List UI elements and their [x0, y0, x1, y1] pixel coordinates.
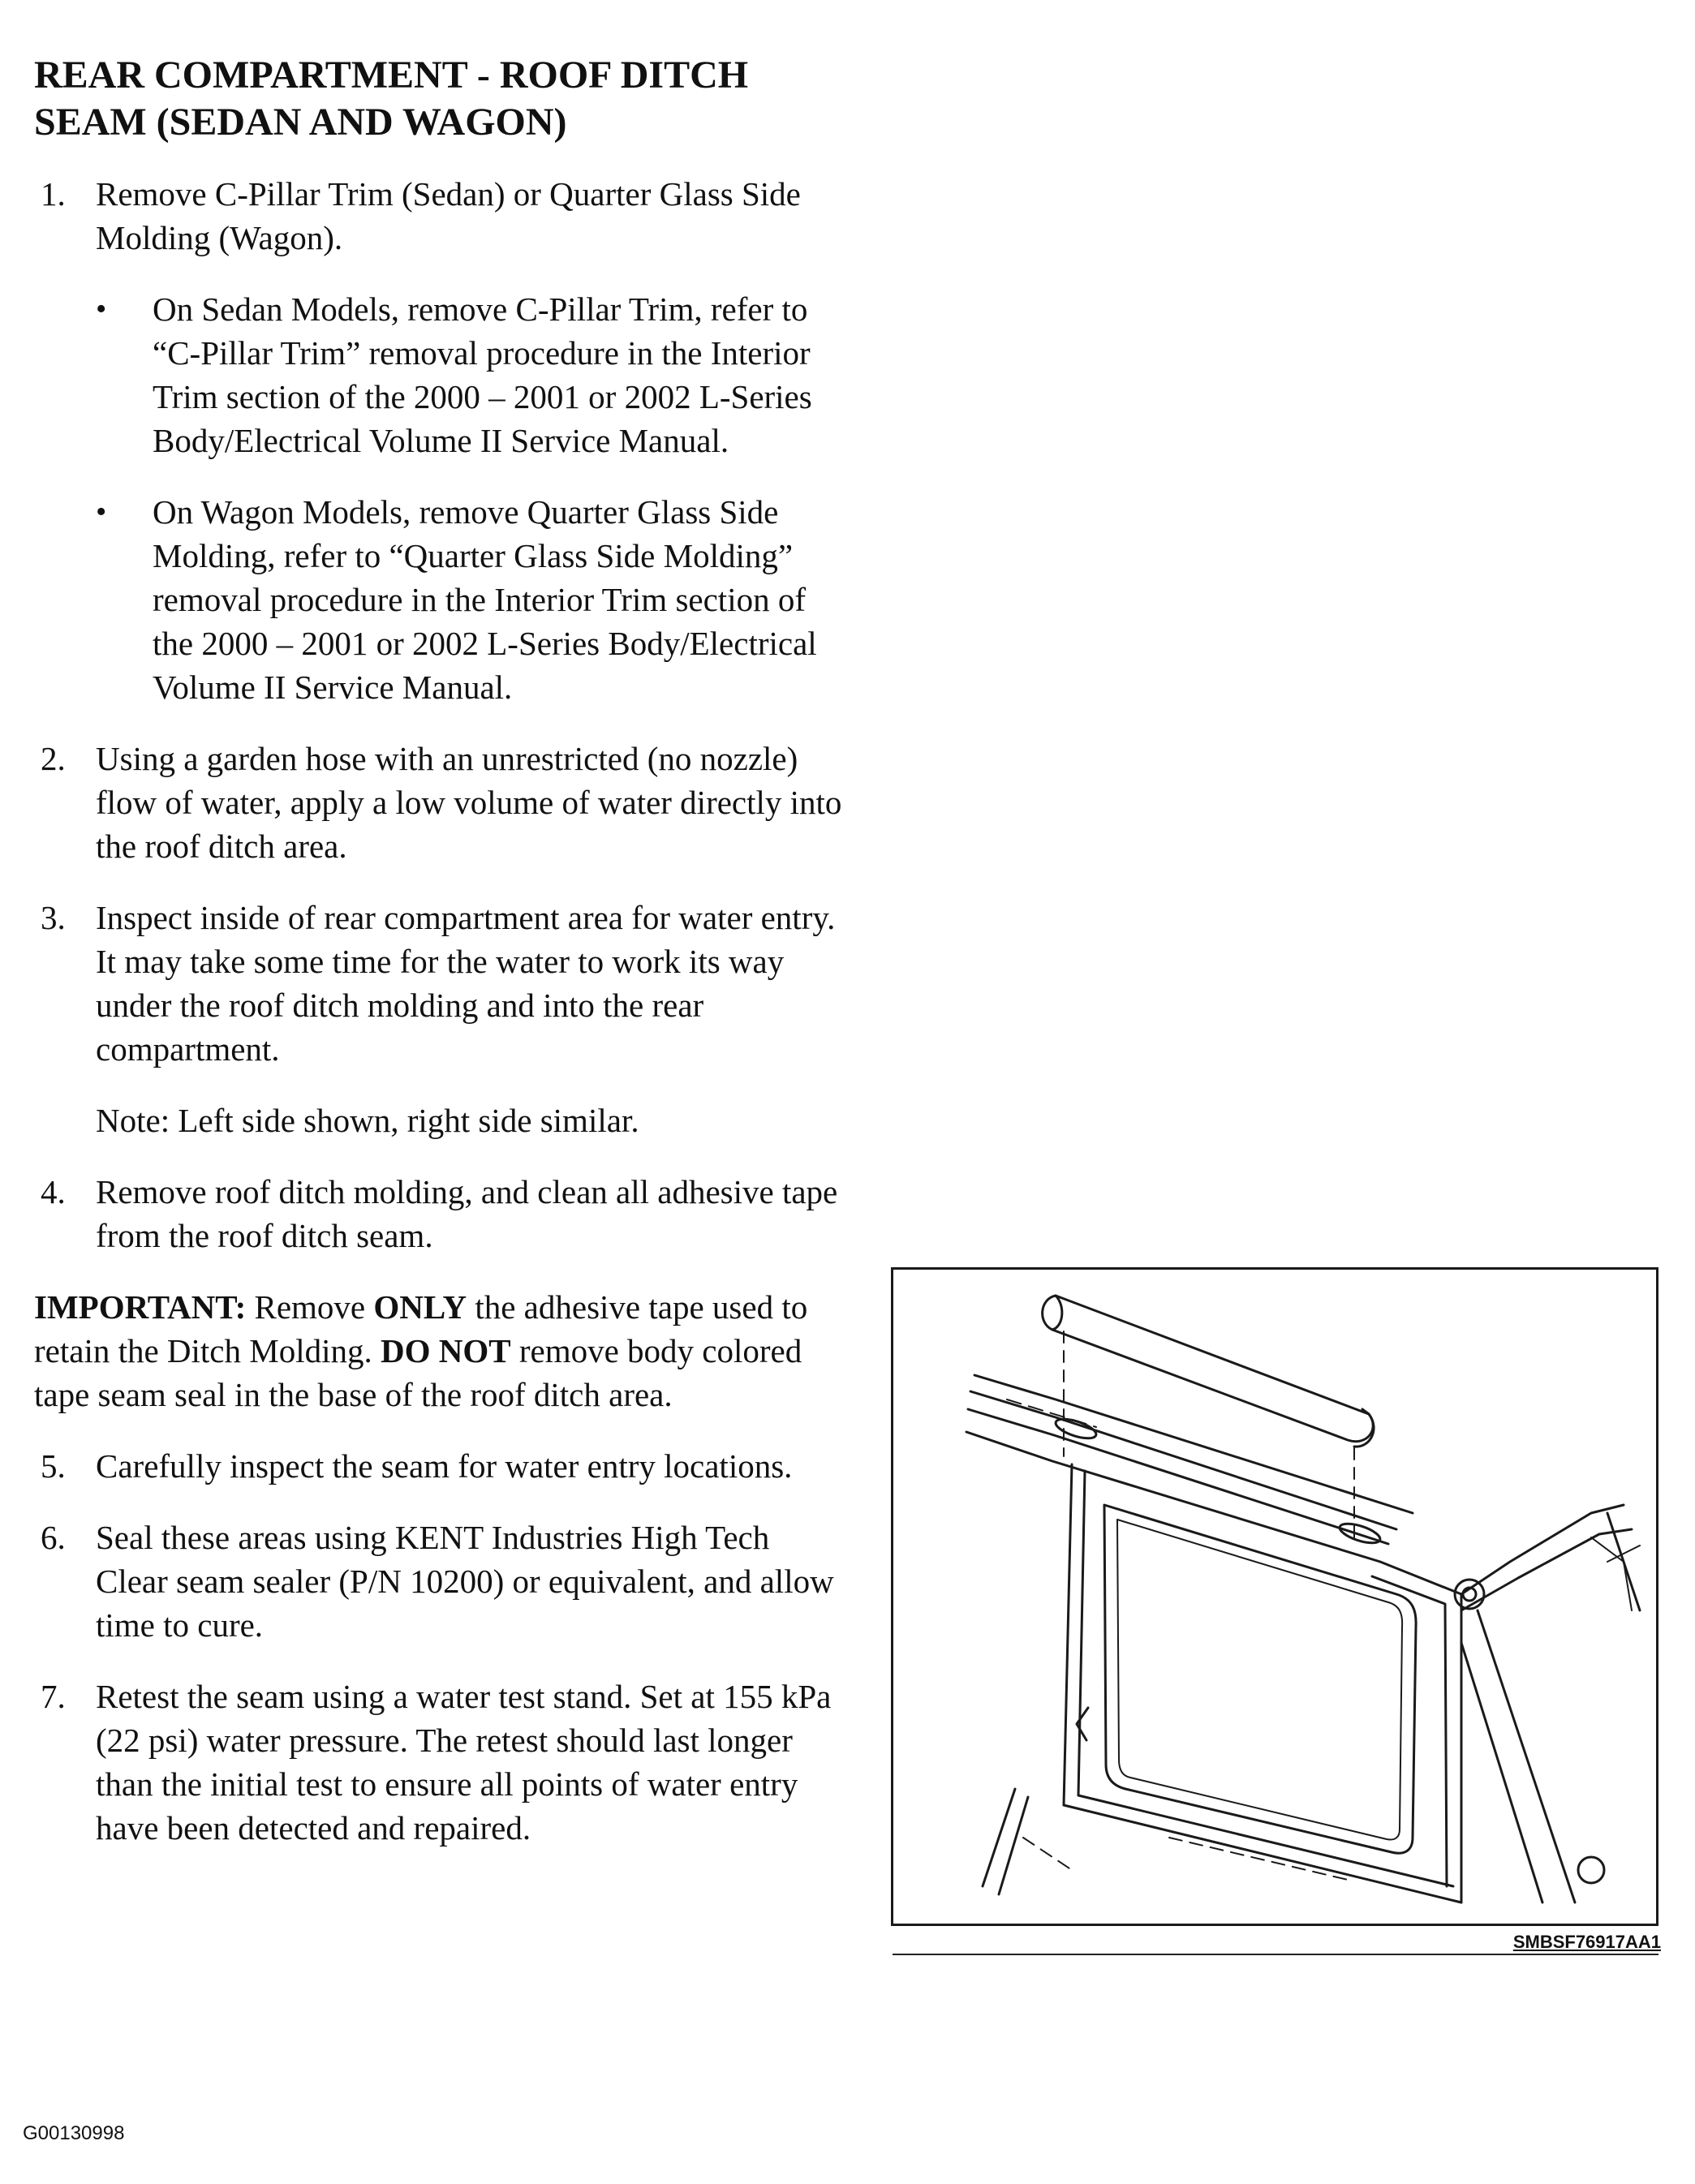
document-id: G00130998 — [23, 2122, 125, 2144]
important-emphasis: ONLY — [373, 1288, 467, 1326]
bullet-dot-icon: • — [96, 292, 107, 326]
step-number: 5. — [41, 1447, 66, 1485]
step-text: Using a garden hose with an unrestricted (no nozzle) flow of water, apply a low volume of water directly into the roof ditch area. — [96, 740, 842, 865]
important-notice — [34, 1285, 845, 1417]
roof-ditch-molding-illustration-icon — [893, 1270, 1656, 1924]
step-number: 1. — [41, 175, 66, 213]
important-text: remove body colored tape seam seal in the base of the roof ditch area. — [34, 1332, 802, 1413]
step-6 — [34, 1515, 845, 1647]
roof-ditch-figure — [891, 1267, 1658, 1926]
step-text: Retest the seam using a water test stand. Set at 155 kPa (22 psi) water pressure. The retest should last longer than the initial test to ensure all points of water entry have been detected and repaired. — [96, 1678, 832, 1847]
step-text: Remove roof ditch molding, and clean all adhesive tape from the roof ditch seam. — [96, 1173, 838, 1254]
important-label: IMPORTANT: — [34, 1288, 247, 1326]
bullet-text: On Wagon Models, remove Quarter Glass Side Molding, refer to “Quarter Glass Side Molding” removal procedure in the Interior Trim section of the 2000 – 2001 or 2002 L-Series Body/Electrical Volume II Service Manual. — [153, 493, 817, 706]
bullet-sedan — [96, 287, 845, 462]
step-text: Carefully inspect the seam for water entry locations. — [96, 1447, 793, 1485]
step-1-bullets — [96, 287, 845, 709]
step-4 — [34, 1170, 845, 1258]
figure-rule — [893, 1954, 1658, 1955]
step-2 — [34, 737, 845, 868]
bullet-dot-icon: • — [96, 495, 107, 529]
figure-code: SMBSF76917AA1 — [1512, 1932, 1661, 1952]
note-text: Note: Left side shown, right side similar. — [96, 1102, 639, 1139]
important-emphasis: DO NOT — [381, 1332, 511, 1369]
step-text: Remove C-Pillar Trim (Sedan) or Quarter Glass Side Molding (Wagon). — [96, 175, 801, 256]
important-text: Remove — [246, 1288, 374, 1326]
step-1 — [34, 172, 845, 709]
step-number: 3. — [41, 899, 66, 936]
step-number: 6. — [41, 1519, 66, 1556]
bullet-wagon — [96, 490, 845, 709]
procedure-text — [34, 172, 845, 1877]
title-line-2: SEAM (SEDAN AND WAGON) — [34, 101, 567, 144]
page-title — [34, 52, 845, 146]
bullet-text: On Sedan Models, remove C-Pillar Trim, refer to “C-Pillar Trim” removal procedure in the Interior Trim section of the 2000 – 2001 or 2002 L-Series Body/Electrical Volume II Service Manual. — [153, 290, 812, 459]
step-number: 7. — [41, 1678, 66, 1715]
step-number: 2. — [41, 740, 66, 777]
step-number: 4. — [41, 1173, 66, 1210]
step-7 — [34, 1675, 845, 1850]
important-text: the adhesive tape used to retain the Ditch Molding. — [34, 1288, 808, 1369]
step-3 — [34, 896, 845, 1071]
step-5 — [34, 1444, 845, 1488]
step-text: Inspect inside of rear compartment area for water entry. It may take some time for the water to work its way under the roof ditch molding and into the rear compartment. — [96, 899, 836, 1068]
title-line-1: REAR COMPARTMENT - ROOF DITCH — [34, 54, 749, 97]
step-text: Seal these areas using KENT Industries High Tech Clear seam sealer (P/N 10200) or equivalent, and allow time to cure. — [96, 1519, 834, 1644]
